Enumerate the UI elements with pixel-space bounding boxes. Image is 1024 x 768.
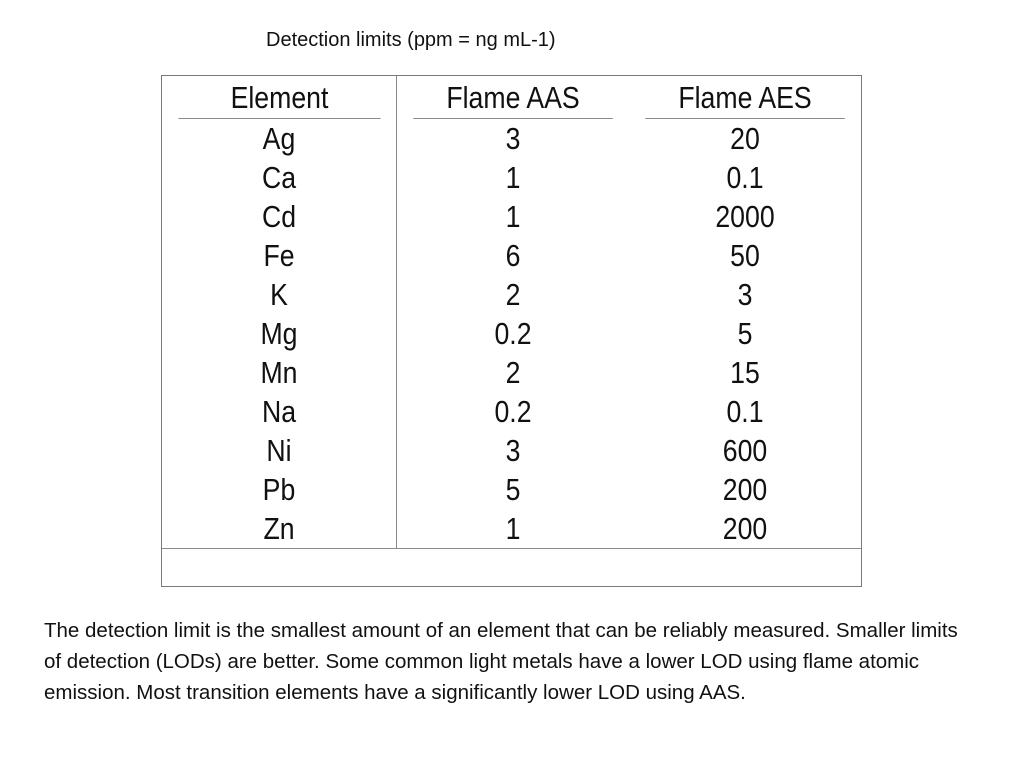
flame-aas-column (397, 76, 629, 548)
table-cell: 0.2 (494, 394, 532, 429)
header-flame-aas: Flame AAS (413, 76, 613, 119)
detection-limits-table (161, 75, 862, 587)
table-cell: 200 (722, 511, 768, 546)
table-cell: 5 (505, 472, 521, 507)
table-cell: 0.2 (494, 316, 532, 351)
table-cell: Ni (266, 433, 292, 468)
table-cell: 600 (722, 433, 768, 468)
table-cell: 15 (730, 355, 760, 390)
table-cell: Pb (262, 472, 296, 507)
table-cell: Mn (260, 355, 298, 390)
table-cell: 20 (730, 121, 760, 156)
flame-aes-cells (629, 119, 861, 548)
table-cell: K (270, 277, 288, 312)
table-cell: Ag (262, 121, 296, 156)
table-cell: 2 (505, 355, 521, 390)
table-cell: 5 (737, 316, 753, 351)
table-cell: Cd (261, 199, 297, 234)
table-cell: Na (261, 394, 297, 429)
table-cell: 3 (737, 277, 753, 312)
explanation-paragraph: The detection limit is the smallest amount of an element that can be reliably measured. Smaller limits of detection (LODs) are better. Some common light metals have a lower LOD using flame atomic emission. Most transition elements have a significantly lower LOD using AAS. (44, 619, 958, 704)
element-cells (162, 119, 396, 548)
header-flame-aes: Flame AES (645, 76, 845, 119)
table-cell: 0.1 (726, 394, 764, 429)
table-cell: 3 (505, 121, 521, 156)
table-cell: Mg (260, 316, 298, 351)
table-cell: 3 (505, 433, 521, 468)
table-cell: Fe (263, 238, 295, 273)
table-cell: 6 (505, 238, 521, 273)
table-cell: Zn (263, 511, 295, 546)
table-cell: 0.1 (726, 160, 764, 195)
flame-aes-column (629, 76, 861, 548)
header-element: Element (178, 76, 380, 119)
element-column (162, 76, 397, 548)
table-cell: 50 (730, 238, 760, 273)
table-cell: Ca (261, 160, 297, 195)
table-cell: 2000 (715, 199, 775, 234)
table-cell: 1 (505, 199, 521, 234)
table-cell: 1 (505, 511, 521, 546)
table-cell: 2 (505, 277, 521, 312)
table-cell: 200 (722, 472, 768, 507)
flame-aas-cells (397, 119, 629, 548)
table-cell: 1 (505, 160, 521, 195)
table-caption: Detection limits (ppm = ng mL-1) (266, 29, 556, 51)
empty-table-row (162, 549, 861, 586)
